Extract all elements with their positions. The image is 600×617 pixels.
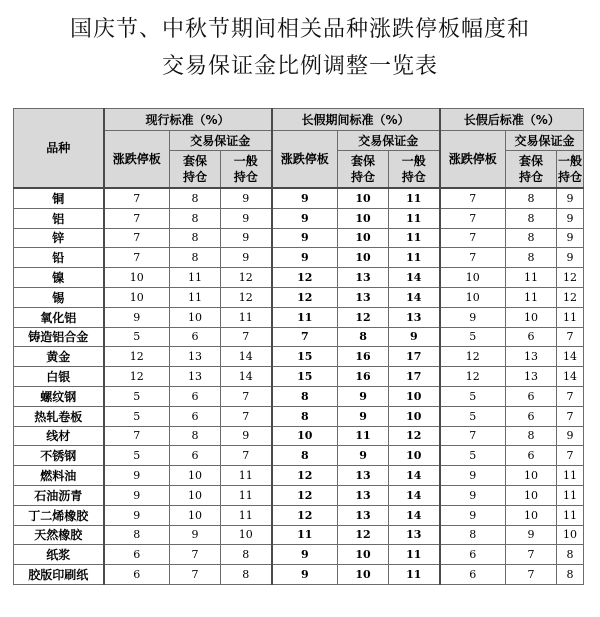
- current-general-cell: 14: [221, 367, 272, 387]
- post-hedge-cell: 10: [506, 485, 557, 505]
- current-hedge-cell: 9: [170, 525, 221, 545]
- current-limit-cell: 12: [104, 367, 170, 387]
- holiday-general-cell: 14: [389, 466, 440, 486]
- holiday-hedge-cell: 10: [338, 188, 389, 208]
- post-general-cell: 12: [557, 287, 584, 307]
- holiday-general-cell: 14: [389, 268, 440, 288]
- holiday-hedge-cell: 10: [338, 545, 389, 565]
- post-general-cell: 10: [557, 525, 584, 545]
- current-hedge-cell: 11: [170, 268, 221, 288]
- current-general-cell: 12: [221, 268, 272, 288]
- holiday-general-cell: 11: [389, 565, 440, 585]
- holiday-limit-cell: 12: [272, 485, 338, 505]
- holiday-general-cell: 14: [389, 287, 440, 307]
- holiday-general-cell: 17: [389, 347, 440, 367]
- table-row: [14, 426, 584, 446]
- post-hedge-cell: 7: [506, 565, 557, 585]
- variety-cell: 黄金: [14, 347, 104, 367]
- holiday-limit-cell: 12: [272, 287, 338, 307]
- post-hedge-cell: 8: [506, 228, 557, 248]
- holiday-hedge-cell: 16: [338, 347, 389, 367]
- post-limit-cell: 9: [440, 307, 506, 327]
- current-limit-cell: 6: [104, 545, 170, 565]
- post-general-cell: 14: [557, 367, 584, 387]
- holiday-general-cell: 10: [389, 406, 440, 426]
- current-hedge-cell: 10: [170, 307, 221, 327]
- holiday-general-cell: 11: [389, 228, 440, 248]
- post-general-cell: 11: [557, 485, 584, 505]
- current-general-cell: 9: [221, 248, 272, 268]
- current-limit-cell: 10: [104, 287, 170, 307]
- current-limit-cell: 9: [104, 485, 170, 505]
- post-limit-cell: 5: [440, 386, 506, 406]
- post-general-cell: 8: [557, 545, 584, 565]
- variety-cell: 纸浆: [14, 545, 104, 565]
- variety-cell: 铅: [14, 248, 104, 268]
- current-limit-cell: 5: [104, 386, 170, 406]
- variety-cell: 锡: [14, 287, 104, 307]
- post-limit-cell: 9: [440, 505, 506, 525]
- variety-cell: 胶版印刷纸: [14, 565, 104, 585]
- current-hedge-cell: 8: [170, 248, 221, 268]
- post-general-cell: 7: [557, 446, 584, 466]
- holiday-hedge-cell: 11: [338, 426, 389, 446]
- post-limit-cell: 6: [440, 565, 506, 585]
- current-general-cell: 7: [221, 327, 272, 347]
- post-hedge-cell: 13: [506, 367, 557, 387]
- post-hedge-cell: 10: [506, 466, 557, 486]
- current-limit-cell: 10: [104, 268, 170, 288]
- current-limit-cell: 8: [104, 525, 170, 545]
- post-hedge-cell: 9: [506, 525, 557, 545]
- variety-cell: 热轧卷板: [14, 406, 104, 426]
- holiday-limit-cell: 7: [272, 327, 338, 347]
- post-limit-cell: 6: [440, 545, 506, 565]
- holiday-general-cell: 14: [389, 505, 440, 525]
- post-limit-cell: 10: [440, 287, 506, 307]
- table-row: [14, 287, 584, 307]
- current-limit-cell: 9: [104, 307, 170, 327]
- holiday-hedge-cell: 8: [338, 327, 389, 347]
- header-hedge: 套保 持仓: [506, 151, 557, 189]
- header-hedge: 套保 持仓: [170, 151, 221, 189]
- current-hedge-cell: 10: [170, 505, 221, 525]
- table-row: [14, 545, 584, 565]
- post-hedge-cell: 6: [506, 446, 557, 466]
- post-limit-cell: 9: [440, 485, 506, 505]
- header-current-standard: 现行标准（%）: [104, 109, 272, 131]
- current-general-cell: 7: [221, 406, 272, 426]
- holiday-limit-cell: 15: [272, 347, 338, 367]
- header-general: 一般 持仓: [389, 151, 440, 189]
- table-row: [14, 347, 584, 367]
- current-hedge-cell: 10: [170, 466, 221, 486]
- current-hedge-cell: 8: [170, 188, 221, 208]
- current-limit-cell: 7: [104, 426, 170, 446]
- table-row: [14, 525, 584, 545]
- current-limit-cell: 7: [104, 208, 170, 228]
- holiday-general-cell: 17: [389, 367, 440, 387]
- holiday-hedge-cell: 12: [338, 525, 389, 545]
- variety-cell: 锌: [14, 228, 104, 248]
- table-row: [14, 188, 584, 208]
- post-general-cell: 11: [557, 466, 584, 486]
- header-limit: 涨跌停板: [104, 131, 170, 189]
- current-general-cell: 11: [221, 485, 272, 505]
- holiday-hedge-cell: 16: [338, 367, 389, 387]
- current-limit-cell: 5: [104, 327, 170, 347]
- current-limit-cell: 7: [104, 248, 170, 268]
- post-limit-cell: 12: [440, 367, 506, 387]
- current-general-cell: 9: [221, 426, 272, 446]
- post-hedge-cell: 10: [506, 307, 557, 327]
- post-general-cell: 12: [557, 268, 584, 288]
- current-hedge-cell: 6: [170, 327, 221, 347]
- post-general-cell: 9: [557, 248, 584, 268]
- post-limit-cell: 7: [440, 188, 506, 208]
- post-limit-cell: 8: [440, 525, 506, 545]
- current-general-cell: 11: [221, 505, 272, 525]
- holiday-general-cell: 13: [389, 307, 440, 327]
- holiday-limit-cell: 11: [272, 307, 338, 327]
- post-hedge-cell: 13: [506, 347, 557, 367]
- holiday-limit-cell: 9: [272, 545, 338, 565]
- post-hedge-cell: 8: [506, 188, 557, 208]
- holiday-hedge-cell: 10: [338, 248, 389, 268]
- holiday-limit-cell: 9: [272, 248, 338, 268]
- variety-cell: 燃料油: [14, 466, 104, 486]
- header-holiday-standard: 长假期间标准（%）: [272, 109, 440, 131]
- variety-cell: 螺纹钢: [14, 386, 104, 406]
- post-limit-cell: 7: [440, 426, 506, 446]
- post-limit-cell: 5: [440, 446, 506, 466]
- current-general-cell: 12: [221, 287, 272, 307]
- variety-cell: 铸造铝合金: [14, 327, 104, 347]
- holiday-general-cell: 14: [389, 485, 440, 505]
- current-hedge-cell: 10: [170, 485, 221, 505]
- margin-table: [13, 108, 584, 585]
- holiday-hedge-cell: 12: [338, 307, 389, 327]
- page-title: 国庆节、中秋节期间相关品种涨跌停板幅度和: [69, 17, 530, 42]
- post-limit-cell: 5: [440, 406, 506, 426]
- table-row: [14, 268, 584, 288]
- post-general-cell: 8: [557, 565, 584, 585]
- table-row: [14, 327, 584, 347]
- post-general-cell: 9: [557, 208, 584, 228]
- current-hedge-cell: 8: [170, 208, 221, 228]
- holiday-hedge-cell: 9: [338, 406, 389, 426]
- holiday-limit-cell: 9: [272, 188, 338, 208]
- post-hedge-cell: 7: [506, 545, 557, 565]
- current-hedge-cell: 13: [170, 347, 221, 367]
- current-general-cell: 7: [221, 386, 272, 406]
- header-margin: 交易保证金: [338, 131, 440, 151]
- current-general-cell: 11: [221, 307, 272, 327]
- holiday-general-cell: 11: [389, 248, 440, 268]
- post-general-cell: 11: [557, 307, 584, 327]
- current-general-cell: 8: [221, 545, 272, 565]
- current-general-cell: 9: [221, 228, 272, 248]
- holiday-limit-cell: 9: [272, 208, 338, 228]
- header-limit: 涨跌停板: [272, 131, 338, 189]
- holiday-limit-cell: 15: [272, 367, 338, 387]
- table-row: [14, 485, 584, 505]
- post-hedge-cell: 8: [506, 426, 557, 446]
- holiday-general-cell: 12: [389, 426, 440, 446]
- current-general-cell: 9: [221, 208, 272, 228]
- variety-cell: 丁二烯橡胶: [14, 505, 104, 525]
- header-variety: 品种: [14, 109, 104, 189]
- post-hedge-cell: 10: [506, 505, 557, 525]
- current-hedge-cell: 13: [170, 367, 221, 387]
- post-general-cell: 7: [557, 406, 584, 426]
- holiday-limit-cell: 12: [272, 466, 338, 486]
- current-general-cell: 7: [221, 446, 272, 466]
- header-general: 一般 持仓: [221, 151, 272, 189]
- holiday-general-cell: 9: [389, 327, 440, 347]
- post-limit-cell: 10: [440, 268, 506, 288]
- holiday-hedge-cell: 13: [338, 268, 389, 288]
- holiday-hedge-cell: 10: [338, 228, 389, 248]
- current-hedge-cell: 7: [170, 545, 221, 565]
- current-hedge-cell: 6: [170, 386, 221, 406]
- current-hedge-cell: 6: [170, 406, 221, 426]
- post-limit-cell: 9: [440, 466, 506, 486]
- table-row: [14, 228, 584, 248]
- holiday-hedge-cell: 9: [338, 446, 389, 466]
- header-general: 一般 持仓: [557, 151, 584, 189]
- post-general-cell: 14: [557, 347, 584, 367]
- current-limit-cell: 5: [104, 446, 170, 466]
- current-limit-cell: 9: [104, 466, 170, 486]
- holiday-general-cell: 13: [389, 525, 440, 545]
- post-limit-cell: 7: [440, 228, 506, 248]
- post-limit-cell: 7: [440, 248, 506, 268]
- holiday-limit-cell: 11: [272, 525, 338, 545]
- holiday-general-cell: 10: [389, 446, 440, 466]
- variety-cell: 氧化铝: [14, 307, 104, 327]
- table-row: [14, 367, 584, 387]
- holiday-limit-cell: 9: [272, 228, 338, 248]
- post-hedge-cell: 6: [506, 327, 557, 347]
- post-general-cell: 9: [557, 188, 584, 208]
- post-hedge-cell: 8: [506, 208, 557, 228]
- current-limit-cell: 12: [104, 347, 170, 367]
- holiday-general-cell: 11: [389, 545, 440, 565]
- holiday-hedge-cell: 13: [338, 287, 389, 307]
- holiday-limit-cell: 8: [272, 446, 338, 466]
- variety-cell: 天然橡胶: [14, 525, 104, 545]
- table-row: [14, 307, 584, 327]
- current-limit-cell: 7: [104, 188, 170, 208]
- variety-cell: 不锈钢: [14, 446, 104, 466]
- variety-cell: 铜: [14, 188, 104, 208]
- table-row: [14, 446, 584, 466]
- variety-cell: 白银: [14, 367, 104, 387]
- holiday-hedge-cell: 10: [338, 208, 389, 228]
- post-general-cell: 7: [557, 386, 584, 406]
- holiday-limit-cell: 9: [272, 565, 338, 585]
- holiday-hedge-cell: 10: [338, 565, 389, 585]
- holiday-hedge-cell: 9: [338, 386, 389, 406]
- holiday-hedge-cell: 13: [338, 505, 389, 525]
- table-row: [14, 208, 584, 228]
- current-hedge-cell: 8: [170, 228, 221, 248]
- holiday-limit-cell: 12: [272, 268, 338, 288]
- current-hedge-cell: 8: [170, 426, 221, 446]
- table-row: [14, 386, 584, 406]
- post-limit-cell: 7: [440, 208, 506, 228]
- table-row: [14, 466, 584, 486]
- table-row: [14, 406, 584, 426]
- post-hedge-cell: 8: [506, 248, 557, 268]
- holiday-limit-cell: 10: [272, 426, 338, 446]
- post-hedge-cell: 6: [506, 406, 557, 426]
- post-hedge-cell: 6: [506, 386, 557, 406]
- post-limit-cell: 12: [440, 347, 506, 367]
- page-subtitle: 交易保证金比例调整一览表: [161, 54, 438, 79]
- holiday-general-cell: 11: [389, 188, 440, 208]
- holiday-limit-cell: 8: [272, 386, 338, 406]
- post-general-cell: 9: [557, 426, 584, 446]
- current-limit-cell: 5: [104, 406, 170, 426]
- header-limit: 涨跌停板: [440, 131, 506, 189]
- post-general-cell: 7: [557, 327, 584, 347]
- post-general-cell: 11: [557, 505, 584, 525]
- holiday-general-cell: 11: [389, 208, 440, 228]
- current-general-cell: 9: [221, 188, 272, 208]
- current-limit-cell: 9: [104, 505, 170, 525]
- table-body: [14, 188, 584, 584]
- holiday-hedge-cell: 13: [338, 485, 389, 505]
- header-margin: 交易保证金: [170, 131, 272, 151]
- post-hedge-cell: 11: [506, 268, 557, 288]
- current-general-cell: 11: [221, 466, 272, 486]
- header-margin: 交易保证金: [506, 131, 584, 151]
- holiday-general-cell: 10: [389, 386, 440, 406]
- current-hedge-cell: 6: [170, 446, 221, 466]
- holiday-limit-cell: 8: [272, 406, 338, 426]
- variety-cell: 镍: [14, 268, 104, 288]
- current-limit-cell: 7: [104, 228, 170, 248]
- header-post-holiday-standard: 长假后标准（%）: [440, 109, 584, 131]
- post-hedge-cell: 11: [506, 287, 557, 307]
- current-general-cell: 8: [221, 565, 272, 585]
- holiday-limit-cell: 12: [272, 505, 338, 525]
- table-row: [14, 505, 584, 525]
- current-general-cell: 10: [221, 525, 272, 545]
- header-hedge: 套保 持仓: [338, 151, 389, 189]
- variety-cell: 石油沥青: [14, 485, 104, 505]
- current-limit-cell: 6: [104, 565, 170, 585]
- current-hedge-cell: 11: [170, 287, 221, 307]
- post-limit-cell: 5: [440, 327, 506, 347]
- current-general-cell: 14: [221, 347, 272, 367]
- holiday-hedge-cell: 13: [338, 466, 389, 486]
- table-row: [14, 565, 584, 585]
- variety-cell: 铝: [14, 208, 104, 228]
- variety-cell: 线材: [14, 426, 104, 446]
- current-hedge-cell: 7: [170, 565, 221, 585]
- table-row: [14, 248, 584, 268]
- post-general-cell: 9: [557, 228, 584, 248]
